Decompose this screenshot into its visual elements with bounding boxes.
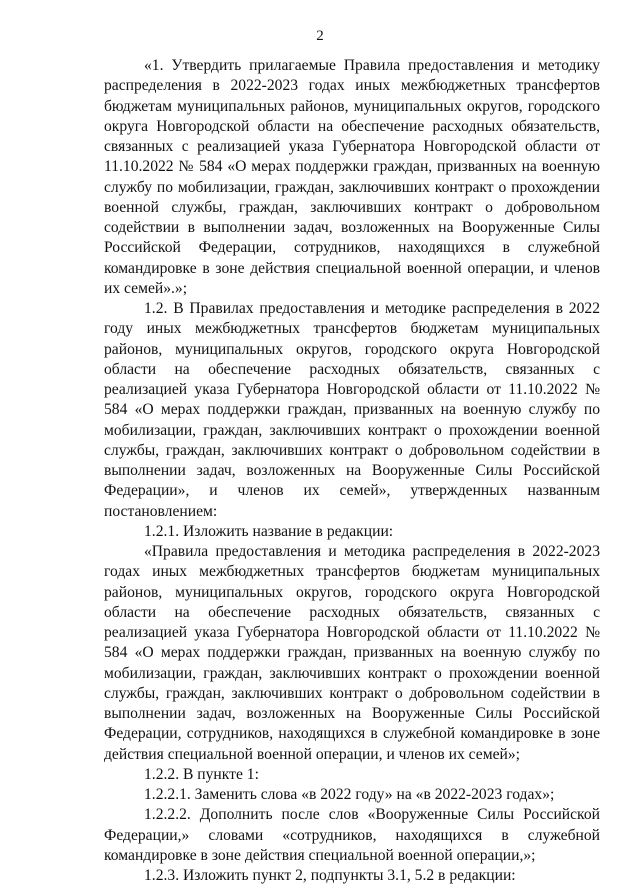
paragraph-item-1-2-2-2: 1.2.2.2. Дополнить после слов «Вооруженные Силы Российской Федерации,» словами «сотрудников, находящихся в служебной командировке в зоне действия специальной военной операции,»; <box>104 806 600 864</box>
document-body <box>104 56 600 886</box>
paragraph-item-1-2: 1.2. В Правилах предоставления и методике распределения в 2022 году иных межбюджетных трансфертов бюджетам муниципальных районов, муниципальных округов, городского округа Новгородской области на обеспечение расходных обязательств, связанных с реализацией указа Губернатора Новгородской области от 11.10.2022 № 584 «О мерах поддержки граждан, призванных на военную службу по мобилизации, граждан, заключивших контракт о прохождении военной службы, граждан, заключивших контракт о добровольном содействии в выполнении задач, возложенных на Вооруженные Силы Российской Федерации», и членов их семей», утвержденных названным постановлением: <box>104 300 600 520</box>
paragraph-item-1-2-2: 1.2.2. В пункте 1: <box>144 765 259 783</box>
paragraph-item-1-2-3: 1.2.3. Изложить пункт 2, подпункты 3.1, 5.2 в редакции: <box>144 867 516 884</box>
paragraph-item-1-2-1: 1.2.1. Изложить название в редакции: <box>144 522 394 540</box>
paragraph-rules-title: «Правила предоставления и методика распределения в 2022-2023 годах иных межбюджетных трансфертов бюджетам муниципальных районов, муниципальных округов, городского округа Новгородской области на обеспечение расходных обязательств, связанных с реализацией указа Губернатора Новгородской области от 11.10.2022 № 584 «О мерах поддержки граждан, призванных на военную службу по мобилизации, граждан, заключивших контракт о прохождении военной службы, граждан, заключивших контракт о добровольном содействии в выполнении задач, возложенных на Вооруженные Силы Российской Федерации, сотрудников, находящихся в служебной командировке в зоне действия специальной военной операции, и членов их семей»; <box>104 543 600 763</box>
paragraph-item-1-2-2-1: 1.2.2.1. Заменить слова «в 2022 году» на «в 2022-2023 годах»; <box>144 786 555 803</box>
page-number: 2 <box>316 28 324 44</box>
paragraph-item-1: «1. Утвердить прилагаемые Правила предоставления и методику распределения в 2022-2023 годах иных межбюджетных трансфертов бюджетам муниципальных районов, муниципальных округов, городского округа Новгородской области на обеспечение расходных обязательств, связанных с реализацией указа Губернатора Новгородской области от 11.10.2022 № 584 «О мерах поддержки граждан, призванных на военную службу по мобилизации, граждан, заключивших контракт о прохождении военной службы, граждан, заключивших контракт о добровольном содействии в выполнении задач, возложенных на Вооруженные Силы Российской Федерации, сотрудников, находящихся в служебной командировке в зоне действия специальной военной операции, и членов их семей».»; <box>104 57 600 297</box>
